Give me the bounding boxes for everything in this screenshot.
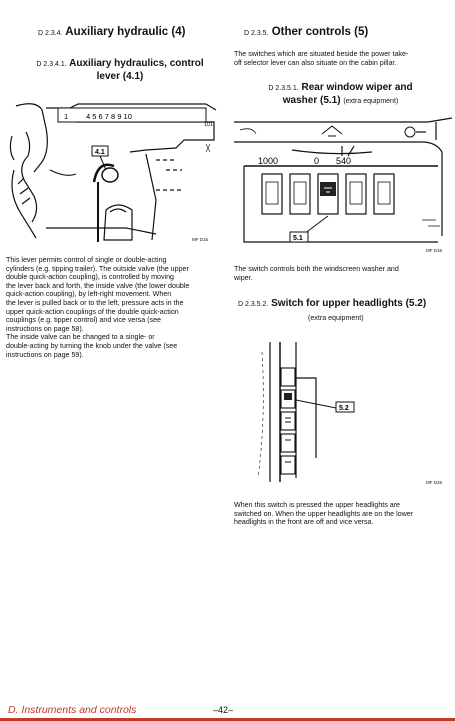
subsection-title: Switch for upper headlights (5.2) — [271, 298, 427, 309]
subsection-number: D 2.3.5.2. — [238, 301, 269, 308]
text-line: quick-action coupling), by left-right movement. When — [6, 290, 172, 299]
other-controls-intro — [234, 50, 452, 67]
text-line: The switches which are situated beside the power take- — [234, 50, 409, 58]
text-line: The inside valve can be changed to a single- or — [6, 333, 155, 342]
text-line: couplings (e.g. tipper control) and vice versa (see — [6, 316, 161, 325]
rear-wiper-description — [234, 265, 452, 282]
page-number: –42– — [213, 705, 234, 715]
rear-wiper-panel-illustration — [232, 116, 454, 260]
subsection-heading-rear-wiper — [238, 82, 443, 108]
text-line: When this switch is pressed the upper headlights are — [234, 501, 401, 509]
pto-label-540: 540 — [336, 156, 352, 166]
text-line: The switch controls both the windscreen washer and — [234, 265, 399, 273]
footer-section-title: D. Instruments and controls — [8, 704, 137, 716]
subsection-heading-control-lever — [20, 58, 220, 83]
text-line: instructions on page 59). — [6, 350, 84, 359]
figure-rear-wiper-switch — [232, 116, 454, 260]
callout-5-1: 5.1 — [293, 235, 303, 242]
subsection-title-line2: lever (4.1) — [96, 71, 144, 82]
headlight-switch-symbol — [284, 393, 292, 400]
text-line: headlights in the front are off and vice versa. — [234, 518, 374, 527]
subsection-title-line2: washer (5.1) — [282, 95, 341, 106]
text-line: wiper. — [234, 273, 253, 282]
figure-upper-headlight-switch — [252, 338, 432, 486]
scale-end: 101 — [204, 122, 214, 128]
section-number: D 2.3.5. — [244, 30, 269, 37]
section-title: Other controls (5) — [271, 26, 369, 38]
text-line: upper quick-action couplings of the double quick-action — [6, 307, 179, 316]
pto-label-0: 0 — [314, 156, 320, 166]
figure-code: MF D15 — [192, 237, 209, 242]
subsection-title-line1: Auxiliary hydraulics, control — [69, 58, 204, 69]
control-lever-illustration — [6, 100, 224, 246]
callout-5-2: 5.2 — [339, 405, 349, 412]
subsection-heading-upper-headlights — [238, 298, 426, 309]
figure-code: MF D26 — [426, 480, 443, 485]
text-line: the lever is pulled back or to the left, pressure acts in the — [6, 298, 184, 307]
subsection-number: D 2.3.5.1. — [268, 85, 299, 92]
scale-numbers: 4 5 6 7 8 9 10 — [86, 112, 132, 121]
section-heading-other-controls — [244, 26, 368, 38]
callout-4-1: 4.1 — [95, 149, 105, 156]
section-title: Auxiliary hydraulic (4) — [65, 26, 186, 38]
text-line: cylinders (e.g. tipping trailer). The outside valve (the upper — [6, 264, 189, 273]
subsection-title-line1: Rear window wiper and — [301, 82, 413, 93]
wiper-switch-symbol — [320, 182, 336, 196]
scale-start: 1 — [64, 112, 69, 121]
extra-equipment-note: (extra equipment) — [343, 98, 399, 105]
subsection-number: D 2.3.4.1. — [36, 61, 67, 68]
section-heading-auxiliary-hydraulic — [38, 26, 185, 38]
text-line: the lever back and forth, the inside valve (the lower double — [6, 281, 190, 290]
text-line: switched on. When the upper headlights are on the lower — [234, 509, 414, 518]
text-line: instructions on page 58). — [6, 324, 84, 333]
pto-label-1000: 1000 — [258, 156, 279, 166]
text-line: double quick-action coupling), is controlled by moving — [6, 273, 174, 282]
text-line: double-acting by turning the knob under the valve (see — [6, 341, 178, 350]
auxiliary-hydraulic-description — [6, 256, 228, 359]
figure-code: MF D16 — [426, 248, 443, 253]
extra-equipment-note: (extra equipment) — [308, 314, 364, 322]
headlight-switch-panel-illustration — [252, 338, 432, 486]
section-number: D 2.3.4. — [38, 30, 63, 37]
text-line: off selector lever can also situate on the cabin pillar. — [234, 58, 397, 67]
text-line: This lever permits control of single or double-acting — [6, 256, 167, 264]
upper-headlights-description — [234, 501, 452, 527]
figure-control-lever — [6, 100, 224, 246]
